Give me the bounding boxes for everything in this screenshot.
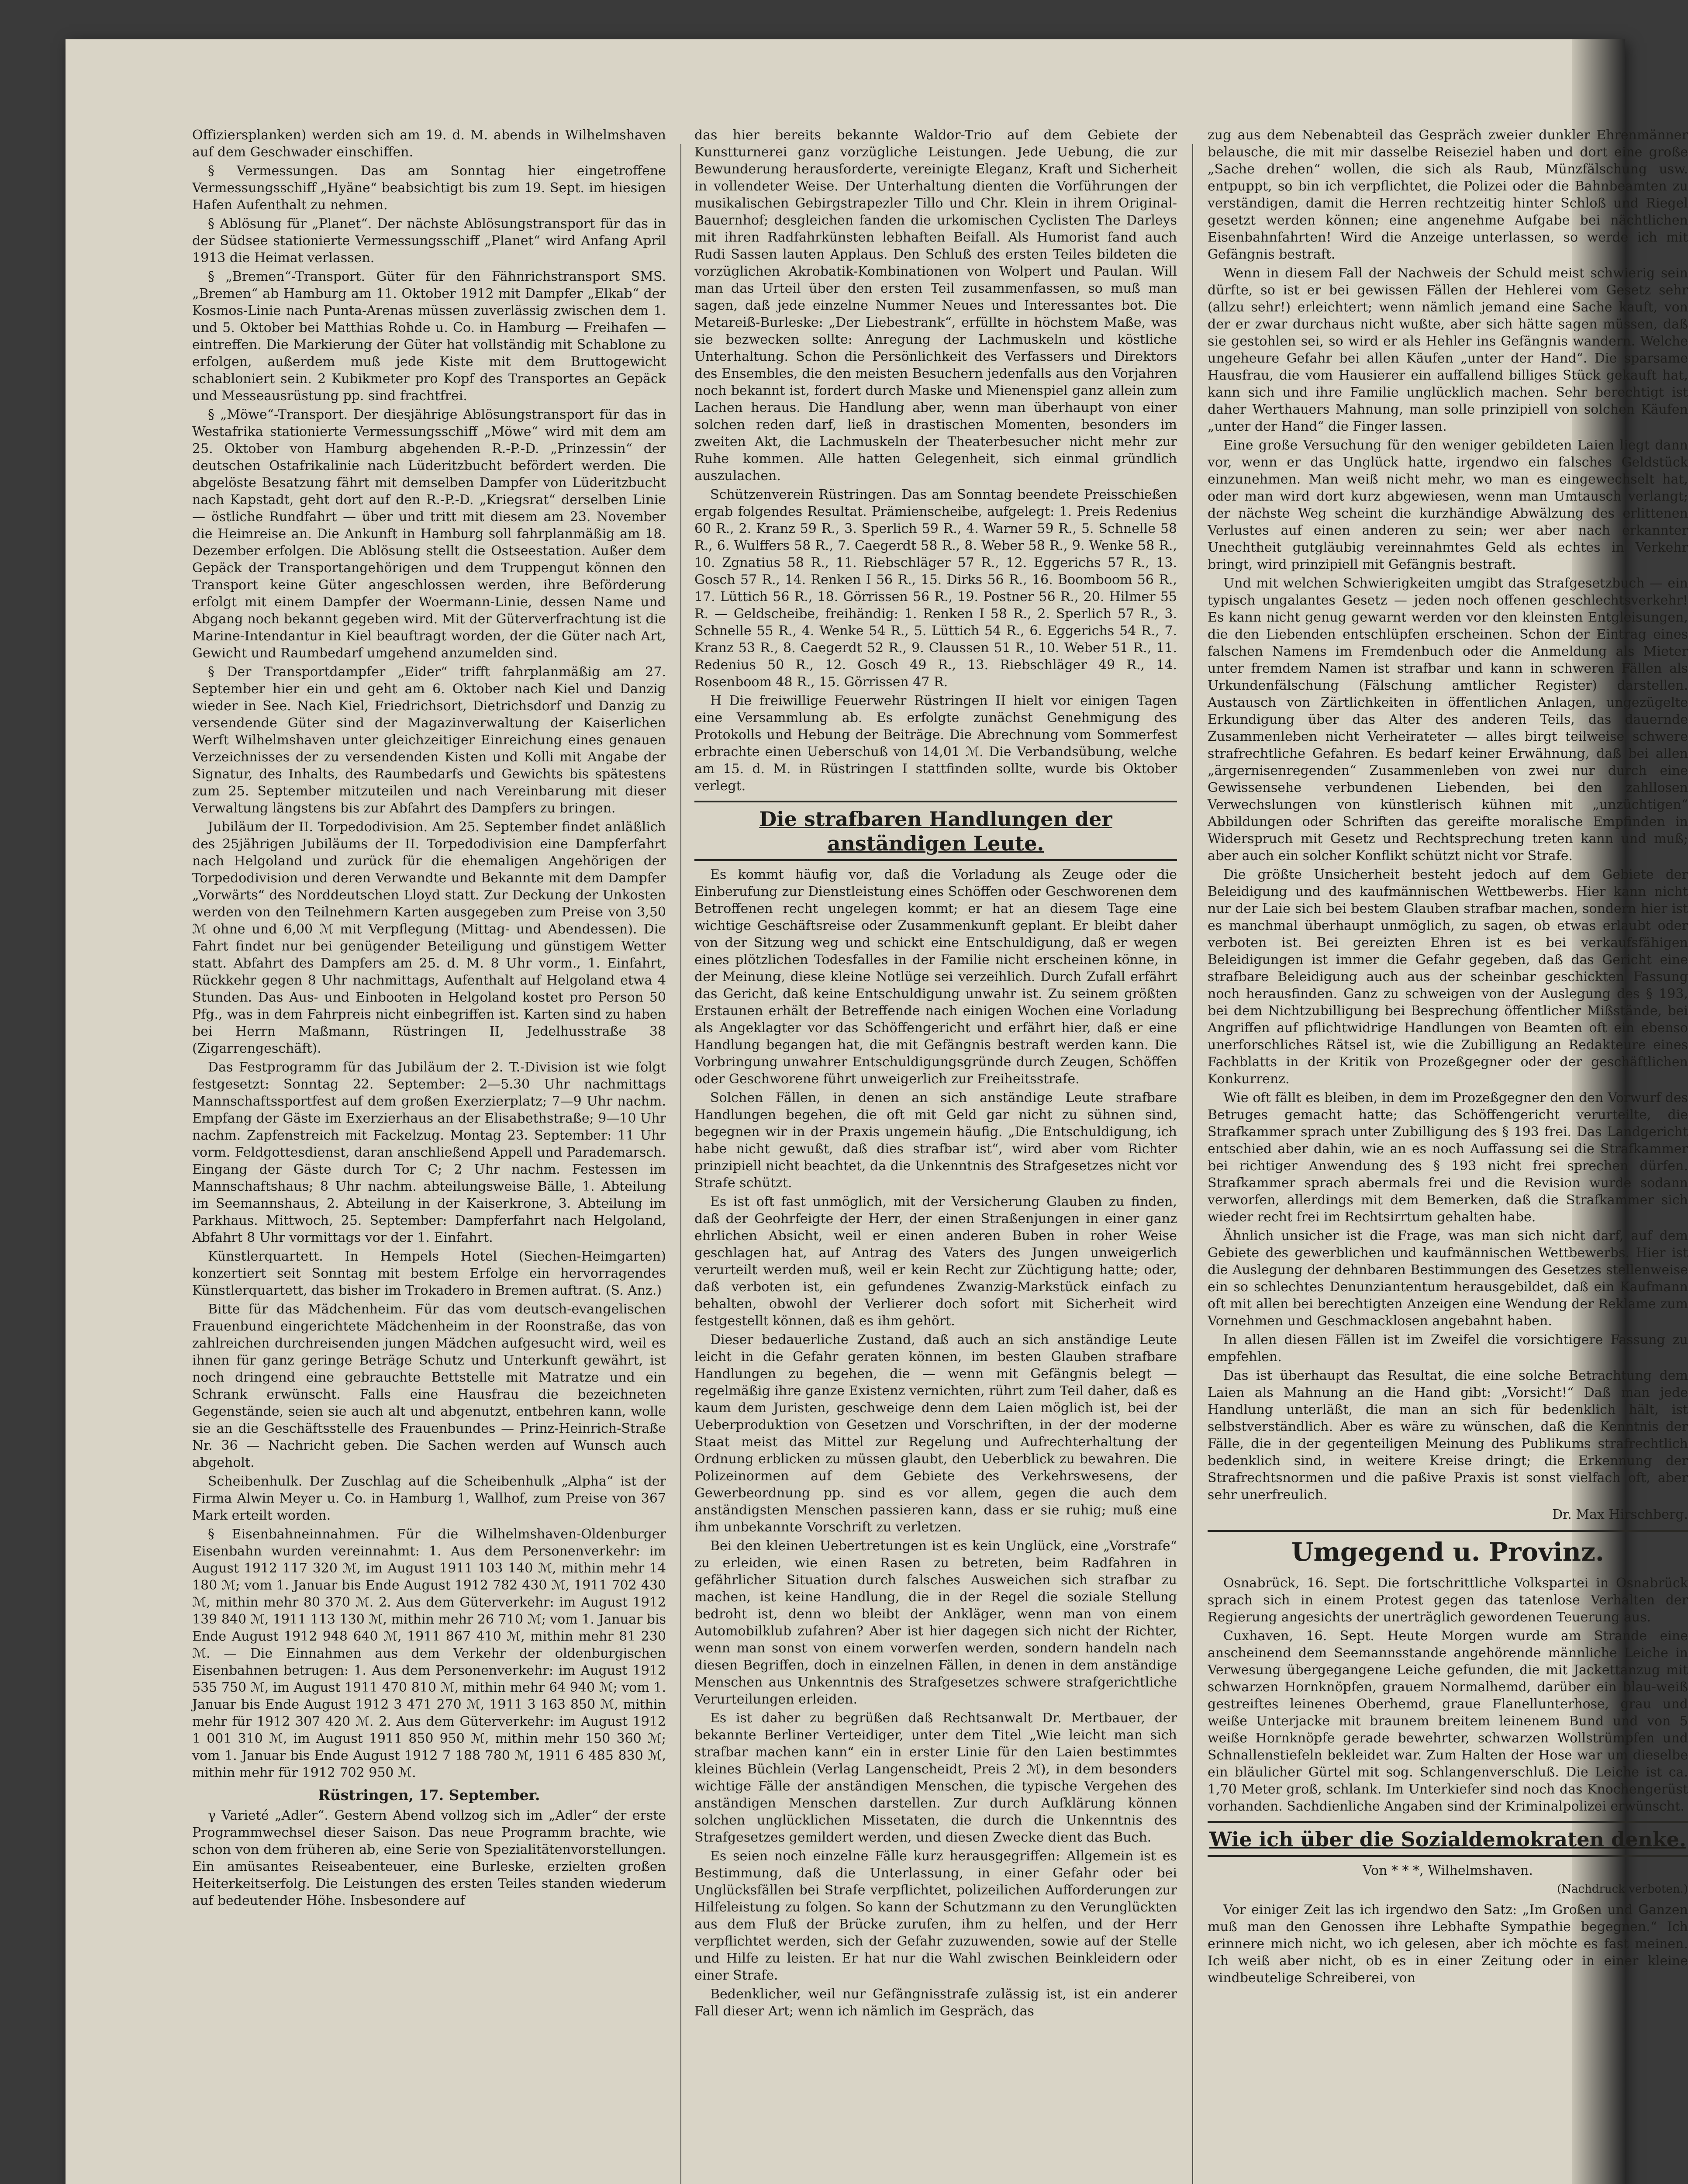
essay-paragraph: Dieser bedauerliche Zustand, daß auch an sich anständige Leute leicht in die Gefahr geraten können, im besten Glauben strafbare Handlungen zu begehen, die — wenn mit Gefängnis belegt — regelmäßig ihre ganze Existenz vernichten, rührt zum Teil daher, daß es kaum dem Juristen, geschweige denn dem Laien möglich ist, bei der Ueberproduktion von Gesetzen und Vorschriften, in der der moderne Staat meist das Mittel zur Regelung und Aufrechterhaltung der Ordnung erblicken zu müssen glaubt, den Ueberblick zu bewahren. Die Polizeinormen auf dem Gebiete des Verkehrswesens, der Gewerbeordnung pp. sind es vor allem, gegen die auch dem anständigsten Menschen passieren kann, dass er sie ruhig; muß eine ihm unbekannte Vorschrift zu verletzen. [694, 1332, 1177, 1535]
article-sozialdemokraten: Vor einiger Zeit las ich irgendwo den Satz: „Im Großen und Ganzen muß man den Genossen ihre Lebhafte Sympathie begegnen.“ Ich erinnere mich nicht, wo ich gelesen, aber ich möchte es fast meinen. Ich weiß aber nicht, ob es in einer Zeitung oder in einer kleine windbeutelige Schreiberei, von [1208, 1902, 1688, 1986]
article-jubilaum: Jubiläum der II. Torpedodivision. Am 25. September findet anläßlich des 25jährigen Jubiläums der II. Torpedodivision eine Dampferfahrt nach Helgoland und zurück für die ehemaligen Angehörigen der Torpedodivision und deren Verwandte und Bekannte mit dem Dampfer „Vorwärts“ des Norddeutschen Lloyd statt. Zur Deckung der Unkosten werden von den Teilnehmern Karten ausgegeben zum Preise von 3,50 ℳ ohne und 6,00 ℳ mit Verpflegung (Mittag- und Abendessen). Die Fahrt findet nur bei genügender Beteiligung und günstigem Wetter statt. Abfahrt des Dampfers am 25. d. M. 8 Uhr vorm., 1. Einfahrt, Rückkehr gegen 8 Uhr nachmittags, Aufenthalt auf Helgoland etwa 4 Stunden. Das Aus- und Einbooten in Helgoland kostet pro Person 50 Pfg., was in dem Fahrpreis nicht einbegriffen ist. Karten sind zu haben bei Herrn Maßmann, Rüstringen II, Jedelhusstraße 38 (Zigarrengeschäft). [192, 819, 666, 1056]
column-rule [1192, 144, 1193, 2184]
article-cuxhaven: Cuxhaven, 16. Sept. Heute Morgen wurde am Strande eine anscheinend dem Seemannsstande angehörende männliche Leiche in Verwesung übergegangene Leiche gefunden, die mit Jackettanzug mit schwarzen Hornknöpfen, grauem Normalhemd, darüber ein blau-weiß gestreiftes leinenes Oberhemd, graue Flanellunterhose, grau und weiße Unterjacke mit braunem breitem leinenem Bund und von 5 weiße Hornknöpfe gerade bewehrter, schwarzen Wollstrümpfen und Schnallenstiefeln bekleidet war. Zum Halten der Hose war um dieselbe ein bläulicher Gürtel mit sog. Schlangenverschluß. Die Leiche ist ca. 1,70 Meter groß, schlank. Im Unterkiefer sind noch das Knochengerüst vorhanden. Sachdienliche Angaben sind der Kriminalpolizei erwünscht. [1208, 1628, 1688, 1814]
article-schutzenverein: Schützenverein Rüstringen. Das am Sonntag beendete Preisschießen ergab folgendes Resultat. Prämienscheibe, aufgelegt: 1. Preis Redenius 60 R., 2. Kranz 59 R., 3. Sperlich 59 R., 4. Warner 59 R., 5. Schnelle 58 R., 6. Wulffers 58 R., 7. Caegerdt 58 R., 8. Weber 58 R., 9. Wenke 58 R., 10. Zgnatius 58 R., 11. Riebschläger 57 R., 12. Eggerichs 57 R., 13. Gosch 57 R., 14. Renken I 56 R., 15. Dirks 56 R., 16. Boomboom 56 R., 17. Lüttich 56 R., 18. Görrissen 56 R., 19. Postner 56 R., 20. Hilmer 55 R. — Geldscheibe, freihändig: 1. Renken I 58 R., 2. Sperlich 57 R., 3. Schnelle 55 R., 4. Wenke 54 R., 5. Lüttich 54 R., 6. Eggerichs 54 R., 7. Kranz 53 R., 8. Caegerdt 52 R., 9. Claussen 51 R., 10. Weber 51 R., 11. Redenius 50 R., 12. Gosch 49 R., 13. Riebschläger 49 R., 14. Rosenboom 48 R., 15. Görrissen 47 R. [694, 487, 1177, 690]
essay-paragraph: In allen diesen Fällen ist im Zweifel die vorsichtigere Fassung zu empfehlen. [1208, 1332, 1688, 1365]
article-festprogramm: Das Festprogramm für das Jubiläum der 2. T.-Division ist wie folgt festgesetzt: Sonntag 22. September: 2—5.30 Uhr nachmittags Mannschaftssportfest auf dem großen Exerzierplatz; 7—9 Uhr nachm. Empfang der Gäste im Exerzierhaus an der Elisabethstraße; 9—10 Uhr nachm. Zapfenstreich mit Fackelzug. Montag 23. September: 11 Uhr vorm. Feldgottesdienst, daran anschließend Appell und Parademarsch. Eingang der Gäste durch Tor C; 2 Uhr nachm. Festessen im Mannschaftshaus; 8 Uhr nachm. abteilungsweise Bälle, 1. Abteilung im Seemannshaus, 2. Abteilung in der Kaiserkrone, 3. Abteilung im Parkhaus. Mittwoch, 25. September: Dampferfahrt nach Helgoland, Abfahrt 8 Uhr vormittags vor der 1. Einfahrt. [192, 1060, 666, 1245]
headline-sozialdemokraten: Wie ich über die Sozialdemokraten denke. [1208, 1821, 1688, 1857]
headline-strafbare-handlungen: Die strafbaren Handlungen der anständigen Leute. [694, 801, 1177, 861]
section-heading-rustringen: Rüstringen, 17. September. [318, 1787, 540, 1804]
column-right [1208, 127, 1688, 2184]
essay-paragraph: Es ist oft fast unmöglich, mit der Versicherung Glauben zu finden, daß der Geohrfeigte der Herr, der einen Straßenjungen in einer ganz ehrlichen Absicht, weil er einen anderen Buben in roher Weise geschlagen hat, auf Antrag des Vaters des Jungen unweigerlich verurteilt werden muß, weil er kein Recht zur Züchtigung hatte; oder, daß verboten ist, ein gefundenes Zwanzig-Markstück einfach zu behalten, obwohl der Verlierer doch sofort mit Sicherheit wird festgestellt können, daß es ihm gehört. [694, 1194, 1177, 1329]
essay-paragraph: zug aus dem Nebenabteil das Gespräch zweier dunkler Ehrenmänner belausche, die mit mir dasselbe Reiseziel haben und dort eine große „Sache drehen“ wollen, die sich als Raub, Münzfälschung usw. entpuppt, so bin ich verpflichtet, die Polizei oder die Bahnbeamten zu verständigen, damit die Herren rechtzeitig hinter Schloß und Riegel gesetzt werden können; eine angenehme Aufgabe bei nächtlichen Eisenbahnfahrten! Wird die Anzeige unterlassen, so werde ich mit Gefängnis bestraft. [1208, 128, 1688, 262]
article-eisenbahneinnahmen: § Eisenbahneinnahmen. Für die Wilhelmshaven-Oldenburger Eisenbahn wurden vereinnahmt: 1. Aus dem Personenverkehr: im August 1912 117 320 ℳ, im August 1911 103 140 ℳ, mithin mehr 14 180 ℳ; vom 1. Januar bis Ende August 1912 782 430 ℳ, 1911 702 430 ℳ, mithin mehr 80 370 ℳ. 2. Aus dem Güterverkehr: im August 1912 139 840 ℳ, 1911 113 130 ℳ, mithin mehr 26 710 ℳ; vom 1. Januar bis Ende August 1912 948 640 ℳ, 1911 867 410 ℳ, mithin mehr 81 230 ℳ. — Die Einnahmen aus dem Verkehr der oldenburgischen Eisenbahnen betrugen: 1. Aus dem Personenverkehr: im August 1912 535 750 ℳ, im August 1911 470 810 ℳ, mithin mehr 64 940 ℳ; vom 1. Januar bis Ende August 1912 3 471 270 ℳ, 1911 3 163 850 ℳ, mithin mehr für 1912 307 420 ℳ. 2. Aus dem Güterverkehr: im August 1912 1 001 310 ℳ, im August 1911 850 950 ℳ, mithin mehr 150 360 ℳ; vom 1. Januar bis Ende August 1912 7 188 780 ℳ, 1911 6 485 830 ℳ, mithin mehr für 1912 702 950 ℳ. [192, 1527, 666, 1780]
article-ablosung-planet: § Ablösung für „Planet“. Der nächste Ablösungstransport für das in der Südsee stationierte Vermessungsschiff „Planet“ wird Anfang April 1913 die Heimat verlassen. [192, 216, 666, 266]
byline: Von * * *, Wilhelmshaven. [1363, 1863, 1533, 1878]
essay-paragraph: Bei den kleinen Uebertretungen ist es kein Unglück, eine „Vorstrafe“ zu erleiden, wie einen Rasen zu betreten, beim Radfahren in gefährlicher Situation durch falsches Ausweichen sich strafbar zu machen, ist keine Handlung, die in der Regel die soziale Stellung bedroht ist, denn wo bleibt der Ankläger, wenn man von einem Automobilklub zufahren? Aber ist hier dagegen sich nicht der Richter, wenn man sonst von einem vorwerfen werden, sondern handeln nach diesen Begriffen, doch in einzelnen Fällen, in denen in dem anständige Menschen aus Unkenntnis des Strafgesetzes schwere strafgerichtliche Verurteilungen erleiden. [694, 1538, 1177, 1707]
essay-paragraph: Die größte Unsicherheit besteht jedoch auf dem Gebiete der Beleidigung und des kaufmännischen Wettbewerbs. Hier kann nicht nur der Laie sich bei bestem Glauben strafbar machen, sondern hier ist es manchmal überhaupt unmöglich, zu sagen, ob etwas erlaubt oder verboten ist. Bei gereizten Ehren ist es bei verkaufsfähigen Beleidigungen ist immer die Gefahr gegeben, daß das Gericht eine strafbare Beleidigung auch aus der scheinbar geschickten Fassung noch herausfinden. Ganz zu schweigen von der Auslegung des § 193, bei dem Nichtzubilligung bei Besprechung öffentlicher Mißstände, bei Angriffen auf pflichtwidrige Handlungen von Beamten oft ein ebenso unerforschliches Rätsel ist, wie die Zubilligung an Redakteure eines Fachblatts in der Kritik von Prozeßgegner oder der geschäftlichen Konkurrenz. [1208, 867, 1688, 1087]
article-bremen-transport: § „Bremen“-Transport. Güter für den Fähnrichstransport SMS. „Bremen“ ab Hamburg am 11. Oktober 1912 mit Dampfer „Elkab“ der Kosmos-Linie nach Punta-Arenas müssen zuverlässig zwischen dem 1. und 5. Oktober bei Matthias Rohde u. Co. in Hamburg — Freihafen — eintreffen. Die Markierung der Güter hat vollständig mit Schablone zu erfolgen, außerdem muß jede Kiste mit dem Bruttogewicht schabloniert sein. 2 Kubikmeter pro Kopf des Transportes an Gepäck und Messeausrüstung pp. sind frachtfrei. [192, 269, 666, 404]
essay-paragraph: Es ist daher zu begrüßen daß Rechtsanwalt Dr. Mertbauer, der bekannte Berliner Verteidiger, unter dem Titel „Wie leicht man sich strafbar machen kann“ ein in erster Linie für den Laien bestimmtes kleines Büchlein (Verlag Langenscheidt, Preis 2 ℳ), in dem besonders wichtige Fälle der anständigen Menschen, die typische Vergehen des anständigen Menschen darstellen. Zur durch Aufklärung können solchen unglücklichen Missetaten, die durch die Unkenntnis des Strafgesetzes gemildert werden, und diesen Zwecke dient das Buch. [694, 1711, 1177, 1845]
article-osnabruck: Osnabrück, 16. Sept. Die fortschrittliche Volkspartei in Osnabrück sprach sich in einem Protest gegen das tatenlose Verhalten der Regierung angesichts der unerträglich gewordenen Teuerung aus. [1208, 1576, 1688, 1625]
article-madchenheim: Bitte für das Mädchenheim. Für das vom deutsch-evangelischen Frauenbund eingerichtete Mädchenheim in der Roonstraße, das von zahlreichen durchreisenden jungen Mädchen aufgesucht wird, weil es ihnen für ganz geringe Beträge Schutz und Unterkunft gewährt, ist noch dringend eine gebrauchte Bettstelle mit Matratze und ein Schrank erwünscht. Falls eine Hausfrau die bezeichneten Gegenstände, seien sie auch alt und abgenutzt, entbehren kann, wolle sie an die Geschäftsstelle des Frauenbundes — Prinz-Heinrich-Straße Nr. 36 — Nachricht geben. Die Sachen werden auf Wunsch auch abgeholt. [192, 1302, 666, 1470]
author-signature: Dr. Max Hirschberg. [1552, 1507, 1688, 1522]
article-paragraph: Offiziersplanken) werden sich am 19. d. M. abends in Wilhelmshaven auf dem Geschwader einschiffen. [192, 128, 666, 160]
article-scheibenhulk: Scheibenhulk. Der Zuschlag auf die Scheibenhulk „Alpha“ ist der Firma Alwin Meyer u. Co. in Hamburg 1, Wallhof, zum Preise von 367 Mark erteilt worden. [192, 1474, 666, 1523]
essay-paragraph: Ähnlich unsicher ist die Frage, was man sich nicht darf, auf dem Gebiete des gewerblichen und kaufmännischen Wettbewerbs. Hier ist die Auslegung der dehnbaren Bestimmungen des Gesetzes stellenweise ein so schlechtes Denunziantentum herausgebildet, daß ein Kaufmann oft mit allen bei berechtigten Anzeigen eine Wendung der Reklame zum Vornehmen und Geschmacklosen angebahnt haben. [1208, 1228, 1688, 1329]
essay-paragraph: Solchen Fällen, in denen an sich anständige Leute strafbare Handlungen begehen, die oft mit Geld gar nicht zu sühnen sind, begegnen wir in der Praxis ungemein häufig. „Die Entschuldigung, ich habe nicht gewußt, daß dies strafbar ist“, wird aber vom Richter prinzipiell nicht beachtet, da die Unkenntnis des Strafgesetzes nicht vor Strafe schützt. [694, 1090, 1177, 1191]
article-mowe-transport: § „Möwe“-Transport. Der diesjährige Ablösungstransport für das in Westafrika stationierte Vermessungsschiff „Möwe“ wird mit dem am 25. Oktober von Hamburg abgehenden R.-P.-D. „Prinzessin“ der deutschen Ostafrikalinie nach Lüderitzbucht befördert werden. Die abgelöste Besatzung fährt mit demselben Dampfer von Lüderitzbucht nach Kapstadt, geht dort auf den R.-P.-D. „Kriegsrat“ derselben Linie — östliche Rundfahrt — über und tritt mit diesem am 23. November die Heimreise an. Die Ankunft in Hamburg soll fahrplanmäßig am 18. Dezember erfolgen. Die Ablösung stellt die Ostseestation. Außer dem Gepäck der Transportangehörigen und dem Truppengut können den Transport keine Güter angeschlossen werden, ihre Beförderung erfolgt mit einem Dampfer der Woermann-Linie, dessen Name und Abgang noch bekannt gegeben wird. Mit der Güterverfrachtung ist die Marine-Intendantur in Kiel beauftragt worden, der die Güter nach Art, Gewicht und Raumbedarf umgehend anzumelden sind. [192, 407, 666, 661]
essay-paragraph: Bedenklicher, weil nur Gefängnisstrafe zulässig ist, ist ein anderer Fall dieser Art; wenn ich nämlich im Gespräch, das [694, 1987, 1177, 2019]
article-variete: γ Varieté „Adler“. Gestern Abend vollzog sich im „Adler“ der erste Programmwechsel dieser Saison. Das neue Programm brachte, wie schon von dem früheren ab, eine Serie von Spezialitätenvorstellungen. Ein amüsantes Reiseabenteuer, eine Burleske, erzielten großen Heiterkeitserfolg. Die Leistungen des ersten Teiles standen wiederum auf bedeutender Höhe. Insbesondere auf [192, 1808, 666, 1908]
reprint-notice: (Nachdruck verboten.) [1557, 1883, 1688, 1896]
headline-umgegend-provinz: Umgegend u. Provinz. [1208, 1530, 1688, 1570]
article-kunstlerquartett: Künstlerquartett. In Hempels Hotel (Siechen-Heimgarten) konzertiert seit Sonntag mit bestem Erfolge ein hervorragendes Künstlerquartett, das bisher im Trokadero in Bremen auftrat. (S. Anz.) [192, 1249, 666, 1298]
essay-paragraph: Und mit welchen Schwierigkeiten umgibt das Strafgesetzbuch — ein typisch ungalantes Gesetz — jeden noch offenen geschlechtsverkehr! Es kann nicht genug gewarnt werden vor den kleinsten Entgleisungen, die den Liebenden entschlüpfen erscheinen. Schon der Eintrag eines falschen Namens im Fremdenbuch oder die Anmeldung als Mieter unter fremdem Namen ist strafbar und kann in schweren Fällen als Urkundenfälschung (Fälschung amtlicher Register) darstellen. Austausch von Zärtlichkeiten in öffentlichen Anlagen, ungezügelte Erkundigung über das Alter des anderen Teils, das dauernde Zusammenleben nicht Verheirateter — alles birgt teilweise schwere strafrechtliche Gefahren. Es bedarf keiner Erwähnung, daß bei allen „ärgernisenregenden“ Zusammenleben von zwei nur durch eine Gewissensehe verbundenen Liebenden, bei den zahllosen Verwechslungen von künstlerisch kühnen mit „unzüchtigen“ Abbildungen oder Schriften das gereifte moralische Empfinden in Widerspruch mit Gesetz und Rechtsprechung treten kann und muß; aber auch ein solcher Konflikt schützt nicht vor Strafe. [1208, 576, 1688, 864]
column-rule [680, 144, 681, 2184]
essay-paragraph: Wenn in diesem Fall der Nachweis der Schuld meist schwierig sein dürfte, so ist er bei gewissen Fällen der Hehlerei vom Gesetz sehr (allzu sehr!) erleichtert; wenn nämlich jemand eine Sache kauft, von der er zwar durchaus nicht wußte, aber sich hätte sagen müssen, daß sie gestohlen sei, so wird er als Hehler ins Gefängnis wandern. Welche ungeheure Gefahr bei allen Käufen „unter der Hand“. Die sparsame Hausfrau, die vom Hausierer ein auffallend billiges Stück gekauft hat, kann sich und ihre Familie unglücklich machen. Sehr berechtigt ist daher Werthauers Mahnung, man solle prinzipiell von solchen Käufen „unter der Hand“ die Finger lassen. [1208, 266, 1688, 434]
article-vermessungen: § Vermessungen. Das am Sonntag hier eingetroffene Vermessungsschiff „Hyäne“ beabsichtigt bis zum 19. Sept. im hiesigen Hafen Aufenthalt zu nehmen. [192, 163, 666, 213]
newspaper-page [66, 39, 1688, 2184]
essay-paragraph: Wie oft fällt es bleiben, in dem im Prozeßgegner den den Vorwurf des Betruges gemacht hatte; das Schöffengericht verurteilte, die Strafkammer sprach unter Zubilligung des § 193 frei. Das Landgericht entschied aber dahin, wie an es noch Auffassung sei die Strafkammer bei richtiger Anwendung des § 193 nicht frei sprechen dürfen. Strafkammer sprach abermals frei und die Revision wurde sodann verworfen, allerdings mit dem Bemerken, daß die Strafkammer sich wieder recht frei im Rechtsirrtum gehalten habe. [1208, 1090, 1688, 1225]
column-left [192, 127, 666, 2184]
essay-paragraph: Das ist überhaupt das Resultat, die eine solche Betrachtung dem Laien als Mahnung an die Hand gibt: „Vorsicht!“ Daß man jede Handlung unterläßt, die man an sich für bedenklich hält, ist selbstverständlich. Aber es wäre zu wünschen, daß die Kenntnis der Fälle, die in der gegenteiligen Meinung des Publikums strafrechtlich bedenklich sind, in weitere Kreise dringt; die Erkennung der Strafrechtsnormen und die paßive Praxis ist sonst vielfach oft, aber sehr unerfreulich. [1208, 1368, 1688, 1503]
essay-paragraph: Es seien noch einzelne Fälle kurz herausgegriffen: Allgemein ist es Bestimmung, daß die Unterlassung, in einer Gefahr oder bei Unglücksfällen bei Strafe verpflichtet, polizeilichen Aufforderungen zur Hilfeleistung zu folgen. So kann der Schutzmann zu den Verunglückten aus dem Fluß der Brücke zurufen, ihm zu helfen, und der Herr verpflichtet werden, sich der Gefahr zuzuwenden, sowie auf der Stelle und Hilfe zu leisten. Er hat nur die Wahl zwischen Beinkleidern oder einer Strafe. [694, 1849, 1177, 1983]
article-waldor-trio: das hier bereits bekannte Waldor-Trio auf dem Gebiete der Kunstturnerei ganz vorzügliche Leistungen. Jede Uebung, die zur Bewunderung herausforderte, vereinigte Eleganz, Kraft und Sicherheit in vollendeter Weise. Der Unterhaltung dienten die Vorführungen der musikalischen Gebirgstrapezler Tillo und Chr. Klein in ihrem Original-Bauernhof; desgleichen fanden die urkomischen Cyclisten The Darleys mit ihren Radfahrkünsten lebhaften Beifall. Als Humorist fand auch Rudi Sassen lauten Applaus. Den Schluß des ersten Teiles bildeten die vorzüglichen Akrobatik-Kombinationen von Wolpert und Paulan. Will man das Urteil über den ersten Teil zusammenfassen, so muß man sagen, daß jede einzelne Nummer Neues und Interessantes bot. Die Metareiß-Burleske: „Der Liebestrank“, erfüllte in höchstem Maße, was sie bezwecken sollte: Anregung der Lachmuskeln und köstliche Unterhaltung. Schon die Persönlichkeit des Verfassers und Direktors des Ensembles, die den meisten Besuchern jedenfalls aus den Vorjahren noch bekannt ist, fordert durch Maske und Mienenspiel ganz allein zum Lachen heraus. Die Handlung aber, wenn man überhaupt von einer solchen reden darf, ließ in drastischen Momenten, besonders im zweiten Akt, die Lachmuskeln der Theaterbesucher nicht mehr zur Ruhe kommen. Alle hatten Gelegenheit, sich einmal gründlich auszulachen. [694, 128, 1177, 484]
article-eider: § Der Transportdampfer „Eider“ trifft fahrplanmäßig am 27. September hier ein und geht am 6. Oktober nach Kiel und Danzig wieder in See. Nach Kiel, Friedrichsort, Dietrichsdorf und Danzig zu versendende Güter sind der Magazinverwaltung der Kaiserlichen Werft Wilhelmshaven unter gleichzeitiger Einreichung eines genauen Verzeichnisses der zu versendenden Kisten und Kolli mit Angabe der Signatur, des Inhalts, des Raumbedarfs und Gewichts bis spätestens zum 25. September mitzuteilen und nach Vereinbarung mit dieser Verwaltung längstens bis zur Abfahrt des Dampfers zu bringen. [192, 664, 666, 816]
essay-paragraph: Eine große Versuchung für den weniger gebildeten Laien liegt dann vor, wenn er das Unglück hatte, irgendwo ein falsches Geldstück einzunehmen. Man weiß nicht mehr, wo man es eingewechselt hat, oder man wird dort kurz abgewiesen, wenn man Umtausch verlangt; der nächste Weg scheint die kurzhändige Abwälzung des erlittenen Verlustes auf einen anderen zu sein; wer aber nach erkannter Unechtheit gutgläubig vereinnahmtes Geld als echtes in Verkehr bringt, wird prinzipiell mit Gefängnis bestraft. [1208, 438, 1688, 572]
essay-paragraph: Es kommt häufig vor, daß die Vorladung als Zeuge oder die Einberufung zur Dienstleistung eines Schöffen oder Geschworenen dem Betroffenen recht ungelegen kommt; er hat an diesem Tage eine wichtige Geschäftsreise oder Zusammenkunft geplant. Er bleibt daher von der Sitzung weg und schickt eine Entschuldigung, daß er wegen eines plötzlichen Todesfalles in der Familie nicht erscheinen könne, in der Meinung, diese kleine Notlüge sei verzeihlich. Durch Zufall erfährt das Gericht, daß keine Entschuldigung unwahr ist. Zu seinem größten Erstaunen erhält der Betreffende nach einigen Wochen eine Vorladung als Angeklagter vor das Schöffengericht und erfährt hier, daß er eine Handlung begangen hat, die mit Gefängnis bestraft werden kann. Die Vorbringung unwahrer Entschuldigungsgründe durch Zeugen, Schöffen oder Geschworene führt unweigerlich zur Freiheitsstrafe. [694, 867, 1177, 1087]
column-middle [694, 127, 1177, 2184]
article-feuerwehr: H Die freiwillige Feuerwehr Rüstringen II hielt vor einigen Tagen eine Versammlung ab. Es erfolgte zunächst Genehmigung des Protokolls und Hebung der Beiträge. Die Abrechnung vom Sommerfest erbrachte einen Ueberschuß von 14,01 ℳ. Die Verbandsübung, welche am 15. d. M. in Rüstringen I stattfinden sollte, wurde bis Oktober verlegt. [694, 693, 1177, 794]
